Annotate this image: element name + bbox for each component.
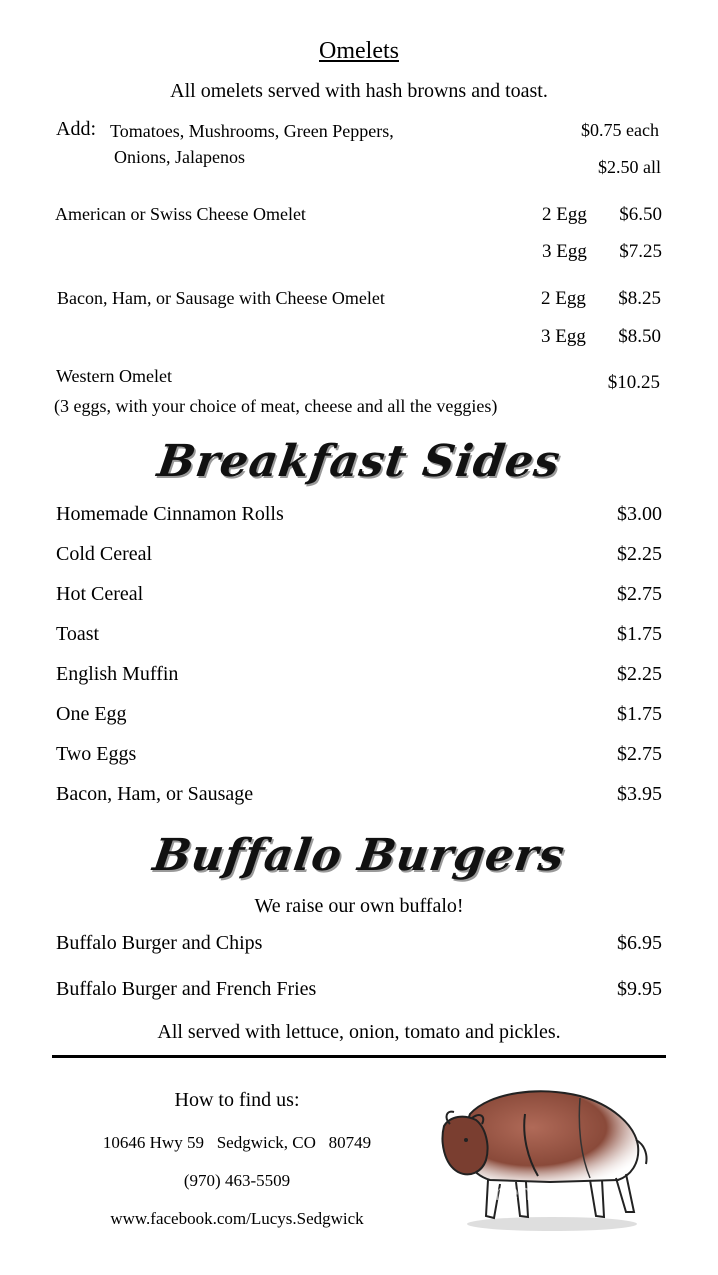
add-price-each: $0.75 each <box>581 120 659 140</box>
item-name: Buffalo Burger and French Fries <box>56 978 317 1000</box>
watermark-text: menupix <box>488 1180 572 1205</box>
item-name: Buffalo Burger and Chips <box>56 932 263 954</box>
burger-note: All served with lettuce, onion, tomato and pickles. <box>157 1021 561 1043</box>
item-name: Two Eggs <box>56 743 137 765</box>
omelet-item-name: American or Swiss Cheese Omelet <box>55 204 306 224</box>
western-omelet-price: $10.25 <box>607 372 660 393</box>
item-price: $9.95 <box>617 978 662 1000</box>
list-item <box>56 503 662 526</box>
buffalo-subtitle: We raise our own buffalo! <box>254 895 464 917</box>
list-item <box>56 743 662 766</box>
buffalo-illustration <box>430 1084 656 1234</box>
item-name: Cold Cereal <box>56 543 153 565</box>
omelet-item-name: Bacon, Ham, or Sausage with Cheese Omelet <box>57 288 385 308</box>
add-label: Add: <box>56 118 96 140</box>
item-name: Toast <box>56 623 100 645</box>
omelets-title: Omelets <box>319 38 399 64</box>
section-divider <box>52 1055 666 1058</box>
add-items-line1: Tomatoes, Mushrooms, Green Peppers, <box>110 121 394 141</box>
omelet-price: $8.50 <box>618 326 661 347</box>
item-price: $2.75 <box>617 583 662 605</box>
item-price: $2.25 <box>617 543 662 565</box>
item-price: $2.75 <box>617 743 662 765</box>
omelet-size: 2 Egg <box>541 288 586 309</box>
omelet-price: $6.50 <box>619 204 662 225</box>
list-item <box>56 663 662 686</box>
item-name: English Muffin <box>56 663 179 685</box>
add-price-all: $2.50 all <box>598 157 661 177</box>
contact-address: 10646 Hwy 59 Sedgwick, CO 80749 <box>102 1133 372 1152</box>
omelet-price: $8.25 <box>618 288 661 309</box>
item-price: $3.00 <box>617 503 662 525</box>
contact-website[interactable]: www.facebook.com/Lucys.Sedgwick <box>110 1209 364 1228</box>
list-item <box>56 543 662 566</box>
omelet-size: 3 Egg <box>542 241 587 262</box>
western-omelet-description: (3 eggs, with your choice of meat, cheese and all the veggies) <box>54 396 498 416</box>
add-items-line2: Onions, Jalapenos <box>114 147 245 167</box>
contact-heading: How to find us: <box>174 1089 300 1111</box>
breakfast-sides-title: Breakfast Sides <box>154 436 564 487</box>
item-price: $3.95 <box>617 783 662 805</box>
item-price: $1.75 <box>617 623 662 645</box>
item-name: Homemade Cinnamon Rolls <box>56 503 284 525</box>
omelets-subtitle: All omelets served with hash browns and toast. <box>170 80 548 102</box>
item-price: $2.25 <box>617 663 662 685</box>
omelet-size: 3 Egg <box>541 326 586 347</box>
item-price: $6.95 <box>617 932 662 954</box>
buffalo-burgers-title: Buffalo Burgers <box>149 830 569 881</box>
list-item <box>56 932 662 955</box>
item-name: One Egg <box>56 703 127 725</box>
omelet-price: $7.25 <box>619 241 662 262</box>
item-price: $1.75 <box>617 703 662 725</box>
list-item <box>56 703 662 726</box>
list-item <box>56 623 662 646</box>
item-name: Bacon, Ham, or Sausage <box>56 783 254 805</box>
contact-phone: (970) 463-5509 <box>183 1171 291 1190</box>
western-omelet-name: Western Omelet <box>56 366 173 386</box>
list-item <box>56 583 662 606</box>
omelet-size: 2 Egg <box>542 204 587 225</box>
list-item <box>56 978 662 1001</box>
list-item <box>56 783 662 806</box>
item-name: Hot Cereal <box>56 583 144 605</box>
